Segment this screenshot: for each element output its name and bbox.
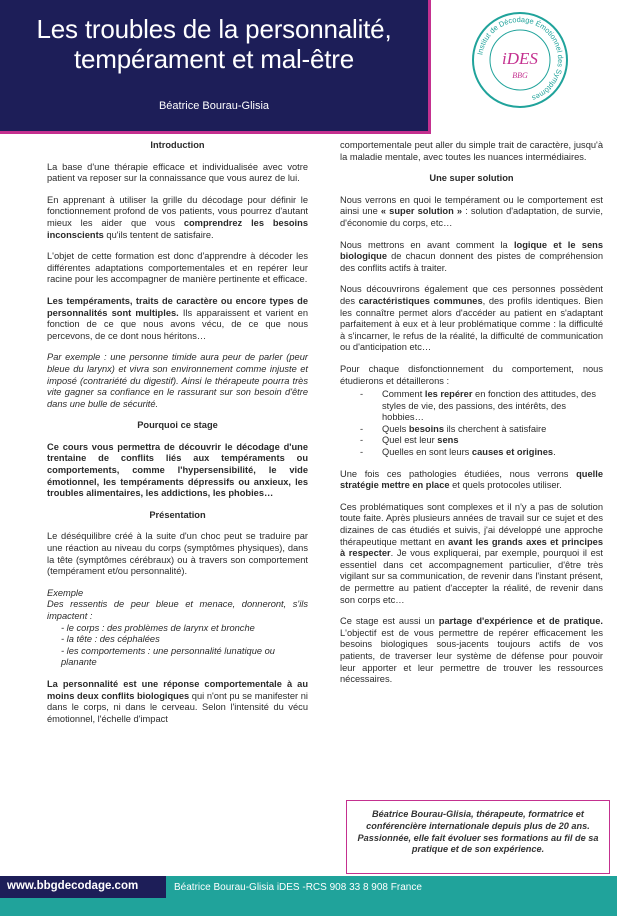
paragraph: L'objet de cette formation est donc d'apprendre à décoder les différentes adaptations comportementales et en repérer leur racine pour les accompagner de manière pertinente et efficace. bbox=[47, 251, 308, 285]
paragraph: Nous découvrirons également que ces personnes possèdent des caractéristiques communes, des profils identiques. Bien les connaître permet alors d'accéder au patient en s'adaptant parfaitement à eux et à leur problématique comme : la difficulté à s'incarner, le refus de la réalité, la difficulté de communication ou d'anticipation etc… bbox=[340, 284, 604, 353]
example-title: Exemple bbox=[47, 587, 84, 598]
list-item: - la tête : des céphalées bbox=[61, 634, 160, 645]
example-block bbox=[47, 588, 308, 669]
example-intro: Des ressentis de peur bleue et menace, donneront, s'ils impactent : bbox=[47, 599, 308, 621]
paragraph: Le déséquilibre créé à la suite d'un choc peut se traduire par une réaction au niveau du corps (symptômes physiques), dans la tête (symptômes cérébraux) ou à travers son comportement (tempérament et/ou personnalité). bbox=[47, 531, 308, 577]
author-bio-box: Béatrice Bourau-Glisia, thérapeute, formatrice et conférencière internationale depuis plus de 20 ans. Passionnée, elle fait évoluer ses formations au fil de sa pratique et de son expérience. bbox=[346, 800, 610, 874]
detail-list bbox=[340, 389, 603, 459]
title-line-2: tempérament et mal-être bbox=[73, 44, 355, 74]
paragraph: En apprenant à utiliser la grille du décodage pour définir le fonctionnement profond de vos patients, vous pourrez d'autant mieux les aider que vous comprendrez les besoins inconscients qu'ils tentent de satisfaire. bbox=[47, 194, 308, 240]
heading-super-solution: Une super solution bbox=[429, 173, 514, 184]
example-list bbox=[47, 623, 308, 669]
left-column bbox=[47, 140, 308, 735]
logo-ring-text: Institut de Décodage Émotionnel des Symptômes bbox=[475, 14, 566, 103]
page-title bbox=[0, 14, 428, 74]
website-link[interactable]: www.bbgdecodage.com bbox=[7, 880, 139, 892]
list-item: - les comportements : une personnalité lunatique ou planante bbox=[61, 645, 275, 668]
list-item: - Quelles en sont leurs causes et origines. bbox=[360, 447, 603, 459]
paragraph: La personnalité est une réponse comportementale à au moins deux conflits biologiques qui n'ont pu se manifester ni dans le corps, ni dans le cerveau. Selon l'intensité du vécu émotionnel, l'échelle d'impact bbox=[47, 678, 308, 724]
paragraph: Ces problématiques sont complexes et il n'y a pas de solution toute faite. Après plusieurs années de travail sur ce sujet et des dizaines de cas étudiés et suivis, j'ai développé une approche thérapeutique mettant en avant les grands axes et principes à respecter. Je vous expliquerai, par exemple, pourquoi il est essentiel dans cet accompagnement particulier, d'être très vigilant sur sa communication, de revenir dans l'instant présent, de permettre au patient d'accepter la réalité, de revenir dans son corps etc… bbox=[340, 501, 603, 605]
header-banner bbox=[0, 0, 431, 134]
right-column bbox=[340, 140, 603, 696]
paragraph: La base d'une thérapie efficace et individualisée avec votre patient va reposer sur la connaissance que vous aurez de lui. bbox=[47, 161, 308, 184]
footer-url-box bbox=[0, 876, 166, 898]
paragraph: Nous mettrons en avant comment la logique et le sens biologique de chacun donnent des pistes de compréhension des conflits actifs à traiter. bbox=[340, 239, 604, 273]
paragraph: Ce cours vous permettra de découvrir le décodage d'une trentaine de conflits liés aux tempéraments ou comportements, comme l'hypersensibilité, le vide émotionnel, les tempéraments dépressifs ou anxieux, les troubles alimentaires, les addictions, les phobies… bbox=[47, 441, 308, 499]
ides-logo-graphic bbox=[470, 10, 570, 110]
header-author: Béatrice Bourau-Glisia bbox=[158, 100, 270, 112]
logo-brand: iDES bbox=[502, 49, 538, 68]
heading-pourquoi: Pourquoi ce stage bbox=[137, 420, 218, 431]
title-line-1: Les troubles de la personnalité, bbox=[36, 14, 392, 44]
paragraph: Les tempéraments, traits de caractère ou encore types de personnalités sont multiples. Ils apparaissent et varient en fonction de ce que nous avons vécu, de ce que nous percevons, de ce dont nous héritons… bbox=[47, 295, 308, 341]
paragraph: Nous verrons en quoi le tempérament ou le comportement est ainsi une « super solution » : solution d'adaptation, de survie, d'économie du corps, etc… bbox=[340, 194, 603, 228]
list-item: - le corps : des problèmes de larynx et bronche bbox=[61, 622, 255, 633]
footer-bar bbox=[0, 876, 617, 916]
example-paragraph: Par exemple : une personne timide aura peur de parler (peur bleue du larynx) et vivra son environnement comme injuste et imposé (contrariété du digestif). Ainsi le thérapeute pourra très vite gagner sa confiance en le rassurant sur son besoin d'être dans une bulle de sécurité. bbox=[47, 352, 308, 409]
paragraph: Une fois ces pathologies étudiées, nous verrons quelle stratégie mettre en place et quels protocoles utiliser. bbox=[340, 468, 603, 491]
list-item: - Quel est leur sens bbox=[360, 435, 603, 447]
paragraph: comportementale peut aller du simple trait de caractère, jusqu'à la maladie mentale, avec toutes les nuances intermédiaires. bbox=[340, 140, 603, 162]
paragraph: Pour chaque disfonctionnement du comportement, nous étudierons et détaillerons : bbox=[340, 363, 603, 386]
logo-sub: BBG bbox=[512, 71, 528, 80]
list-item: - Comment les repérer en fonction des attitudes, des styles de vie, des passions, des intérêts, des hobbies… bbox=[360, 389, 603, 424]
list-item: - Quels besoins ils cherchent à satisfaire bbox=[360, 424, 603, 436]
footer-legal: Béatrice Bourau-Glisia iDES -RCS 908 33 8 908 France bbox=[174, 882, 422, 893]
paragraph: Ce stage est aussi un partage d'expérience et de pratique. L'objectif est de vous permettre de repérer efficacement les besoins biologiques sous-jacents toujours actifs de vos patients, de traverser leur système de défense pour pouvoir leur apporter et leur permettre de trouver les ressources nécessaires. bbox=[340, 616, 603, 685]
heading-introduction: Introduction bbox=[150, 140, 205, 150]
heading-presentation: Présentation bbox=[149, 509, 206, 520]
ides-logo bbox=[470, 10, 570, 110]
